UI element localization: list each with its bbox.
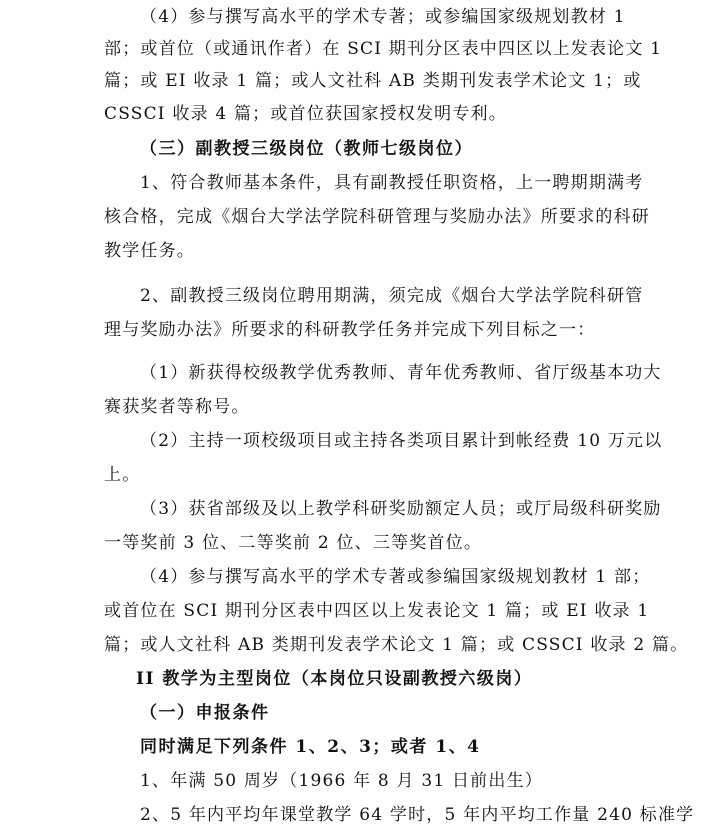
text-line: 部；或首位（或通讯作者）在 SCI 期刊分区表中四区以上发表论文 1	[104, 39, 663, 59]
text-line: 1、符合教师基本条件，具有副教授任职资格，上一聘期期满考	[140, 173, 644, 193]
text-line: （3）获省部级及以上教学科研奖励额定人员；或厅局级科研奖励	[140, 499, 662, 519]
text-line: 理与奖励办法》所要求的科研教学任务并完成下列目标之一：	[104, 320, 596, 340]
text-line: （2）主持一项校级项目或主持各类项目累计到帐经费 10 万元以	[140, 431, 663, 451]
section-heading: 同时满足下列条件 1、2、3；或者 1、4	[140, 737, 481, 757]
section-heading: II 教学为主型岗位（本岗位只设副教授六级岗）	[136, 669, 533, 689]
text-line: （1）新获得校级教学优秀教师、青年优秀教师、省厅级基本功大	[140, 363, 662, 383]
text-line: 上。	[104, 465, 141, 485]
text-line: 2、副教授三级岗位聘用期满，须完成《烟台大学法学院科研管	[140, 286, 644, 306]
text-line: 一等奖前 3 位、二等奖前 2 位、三等奖首位。	[104, 533, 483, 553]
text-line: （4）参与撰写高水平的学术专著；或参编国家级规划教材 1	[140, 7, 626, 27]
text-line: 篇；或 EI 收录 1 篇；或人文社科 AB 类期刊发表学术论文 1；或	[104, 71, 642, 91]
text-line: 篇；或人文社科 AB 类期刊发表学术论文 1 篇；或 CSSCI 收录 2 篇。	[104, 635, 689, 655]
text-line: CSSCI 收录 4 篇；或首位获国家授权发明专利。	[104, 104, 507, 124]
text-line: 核合格，完成《烟台大学法学院科研管理与奖励办法》所要求的科研	[104, 207, 650, 227]
section-heading: （一）申报条件	[140, 703, 270, 723]
text-line: 教学任务。	[104, 241, 195, 261]
text-line: 1、年满 50 周岁（1966 年 8 月 31 日前出生）	[140, 771, 543, 791]
text-line: 赛获奖者等称号。	[104, 397, 250, 417]
text-line: 或首位在 SCI 期刊分区表中四区以上发表论文 1 篇；或 EI 收录 1	[104, 601, 650, 621]
section-heading: （三）副教授三级岗位（教师七级岗位）	[140, 139, 473, 159]
text-line: 2、5 年内平均年课堂教学 64 学时，5 年内平均工作量 240 标准学	[140, 805, 695, 825]
text-line: （4）参与撰写高水平的学术专著或参编国家级规划教材 1 部；	[140, 567, 651, 587]
